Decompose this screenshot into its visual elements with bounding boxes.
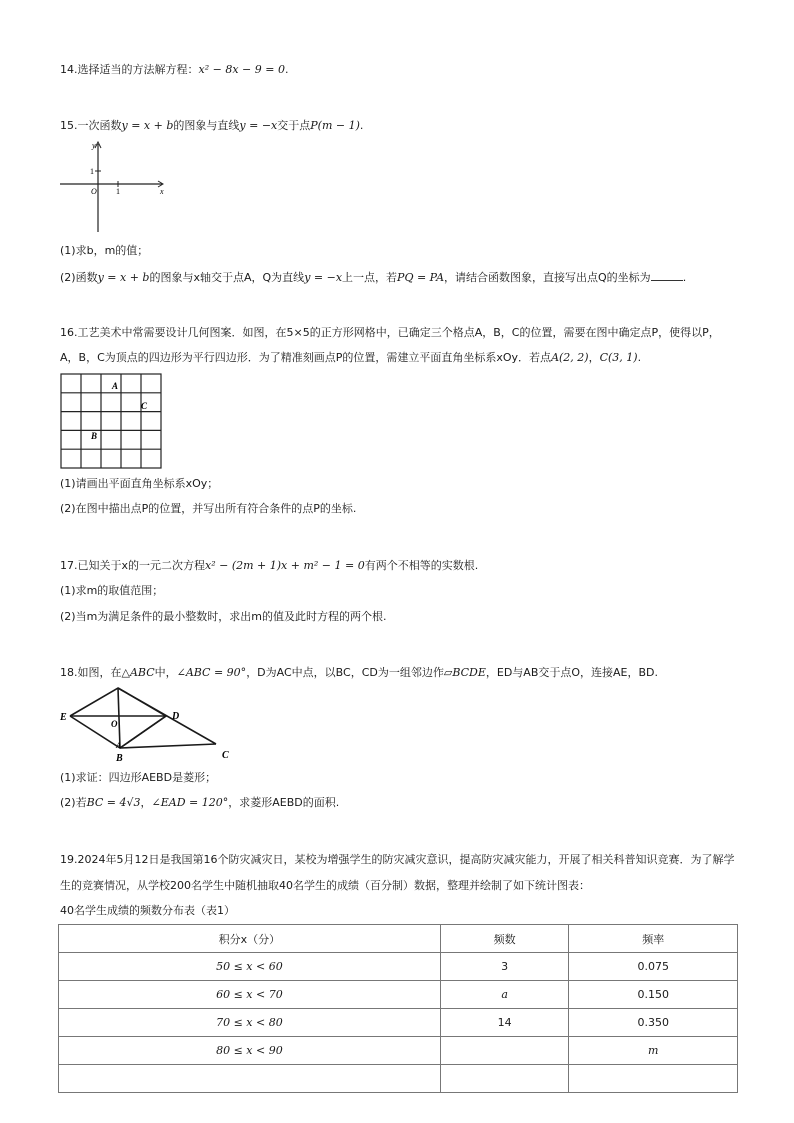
q17-part2: (2)当m为满足条件的最小整数时，求出m的值及此时方程的两个根.: [60, 610, 387, 623]
answer-blank[interactable]: [651, 269, 683, 281]
q18-label-a: A: [116, 741, 122, 750]
q15-part2-eq1: y = x + b: [97, 271, 150, 284]
q15-origin-label: O: [91, 187, 97, 196]
header-rate: 频率: [569, 925, 738, 953]
q18-part1: (1)求证：四边形AEBD是菱形；: [60, 771, 217, 784]
table-cell: 70 ≤ x < 80: [59, 1009, 441, 1037]
q15-point: P(m − 1): [310, 119, 360, 132]
table-row: [59, 1065, 738, 1093]
q16-line1: 16.工艺美术中常需要设计几何图案．如图，在5×5的正方形网格中，已确定三个格点A，B，C的位置，需要在图中确定点P，使得以P，: [60, 326, 720, 339]
q18-parallelogram: ▱BCDE: [443, 666, 486, 679]
q17-equation: x² − (2m + 1)x + m² − 1 = 0: [205, 559, 365, 572]
q17-stem: [60, 558, 478, 574]
table-cell: 0.150: [569, 981, 738, 1009]
q18-triangle: △ABC: [121, 666, 155, 679]
table-cell: [440, 1037, 569, 1065]
q15-axis-x-label: x: [160, 187, 164, 196]
table-row: [59, 1009, 738, 1037]
q16-part1: (1)请画出平面直角坐标系xOy；: [60, 477, 219, 490]
q16-part2: (2)在图中描出点P的位置，并写出所有符合条件的点P的坐标.: [60, 502, 357, 515]
q15-stem: [60, 118, 363, 134]
q18-label-o: O: [111, 719, 118, 729]
q15-part2-d: ，请结合函数图象，直接写出点Q的坐标为: [444, 271, 651, 284]
q15-axes-figure: [58, 138, 168, 236]
frequency-table: [58, 924, 738, 1093]
q15-tick-y-1: 1: [90, 167, 94, 176]
q18-angle: ∠ABC = 90°: [176, 666, 247, 679]
q15-part2-b: 的图象与x轴交于点A，Q为直线: [149, 271, 305, 284]
q16-label-c: C: [141, 401, 148, 411]
q16-label-b: B: [91, 431, 98, 441]
q18-part2-b: ，求菱形AEBD的面积.: [228, 796, 340, 809]
q15-part2-eq2: y = −x: [304, 271, 343, 284]
q16-sep: ，: [588, 351, 600, 364]
q17-part1: (1)求m的取值范围；: [60, 584, 164, 597]
q18-geometry-figure: [58, 684, 238, 764]
q19-table-caption: 40名学生成绩的频数分布表（表1）: [60, 904, 235, 917]
table-cell: m: [569, 1037, 738, 1065]
q18-part2-eq2: ∠EAD = 120°: [151, 796, 229, 809]
q15-part2-e: .: [682, 271, 687, 284]
q15-stem-a: 15.一次函数: [60, 119, 122, 132]
q14-end: .: [284, 63, 289, 76]
table-cell: [440, 1065, 569, 1093]
q15-tick-x-1: 1: [116, 187, 120, 196]
q18-stem: [60, 665, 658, 681]
q16-line2: [60, 350, 641, 366]
q14-text: 14.选择适当的方法解方程：: [60, 63, 199, 76]
q15-part1: (1)求b，m的值；: [60, 244, 149, 257]
q15-part2-c: 上一点，若: [342, 271, 398, 284]
q18-label-e: E: [60, 712, 67, 723]
q18-part2: [60, 795, 339, 811]
q18-label-b: B: [116, 753, 123, 764]
q16-point-a: A(2, 2): [551, 351, 589, 364]
table-row: [59, 1037, 738, 1065]
header-score: 积分x（分）: [59, 925, 441, 953]
q18-part2-sep: ，: [140, 796, 152, 809]
table-row: [59, 981, 738, 1009]
q15-stem-d: .: [359, 119, 364, 132]
q18-stem-a: 18.如图，在: [60, 666, 122, 679]
q16-grid-figure: [60, 373, 162, 469]
table-cell: [59, 1065, 441, 1093]
q16-end: .: [637, 351, 642, 364]
table-cell: [569, 1065, 738, 1093]
q18-label-c: C: [222, 750, 229, 761]
q15-eq2: y = −x: [239, 119, 278, 132]
q15-axis-y-label: y: [92, 141, 96, 150]
q15-stem-b: 的图象与直线: [173, 119, 240, 132]
q18-stem-b: 中，: [154, 666, 177, 679]
table-cell: 80 ≤ x < 90: [59, 1037, 441, 1065]
table-cell: 0.350: [569, 1009, 738, 1037]
header-frequency: 频数: [440, 925, 569, 953]
q16-line2-a: A，B，C为顶点的四边形为平行四边形．为了精准刻画点P的位置，需建立平面直角坐标系xOy．若点: [60, 351, 552, 364]
q18-label-d: D: [172, 711, 180, 722]
q14-equation: x² − 8x − 9 = 0: [198, 63, 285, 76]
table-cell: 3: [440, 953, 569, 981]
table-cell: a: [440, 981, 569, 1009]
q15-stem-c: 交于点: [277, 119, 311, 132]
q17-stem-a: 17.已知关于x的一元二次方程: [60, 559, 206, 572]
table-cell: 60 ≤ x < 70: [59, 981, 441, 1009]
q15-eq1: y = x + b: [121, 119, 174, 132]
table-cell: 0.075: [569, 953, 738, 981]
q18-part2-eq1: BC = 4√3: [86, 796, 141, 809]
table-row: [59, 953, 738, 981]
q19-line1: 19.2024年5月12日是我国第16个防灾减灾日，某校为增强学生的防灾减灾意识，提高防灾减灾能力，开展了相关科普知识竞赛．为了解学: [60, 853, 735, 866]
table-header-row: [59, 925, 738, 953]
q16-label-a: A: [112, 381, 119, 391]
q14-line: [60, 62, 288, 78]
q15-part2-a: (2)函数: [60, 271, 98, 284]
table-cell: 50 ≤ x < 60: [59, 953, 441, 981]
q18-stem-d: ，ED与AB交于点O，连接AE，BD.: [485, 666, 659, 679]
q16-point-c: C(3, 1): [599, 351, 638, 364]
q15-part2-eq3: PQ = PA: [397, 271, 445, 284]
q17-stem-b: 有两个不相等的实数根.: [364, 559, 479, 572]
q15-part2: [60, 269, 686, 286]
q18-part2-a: (2)若: [60, 796, 87, 809]
table-cell: 14: [440, 1009, 569, 1037]
q18-stem-c: ，D为AC中点，以BC，CD为一组邻边作: [246, 666, 444, 679]
q19-line2: 生的竞赛情况，从学校200名学生中随机抽取40名学生的成绩（百分制）数据，整理并绘制了如下统计图表：: [60, 879, 590, 892]
